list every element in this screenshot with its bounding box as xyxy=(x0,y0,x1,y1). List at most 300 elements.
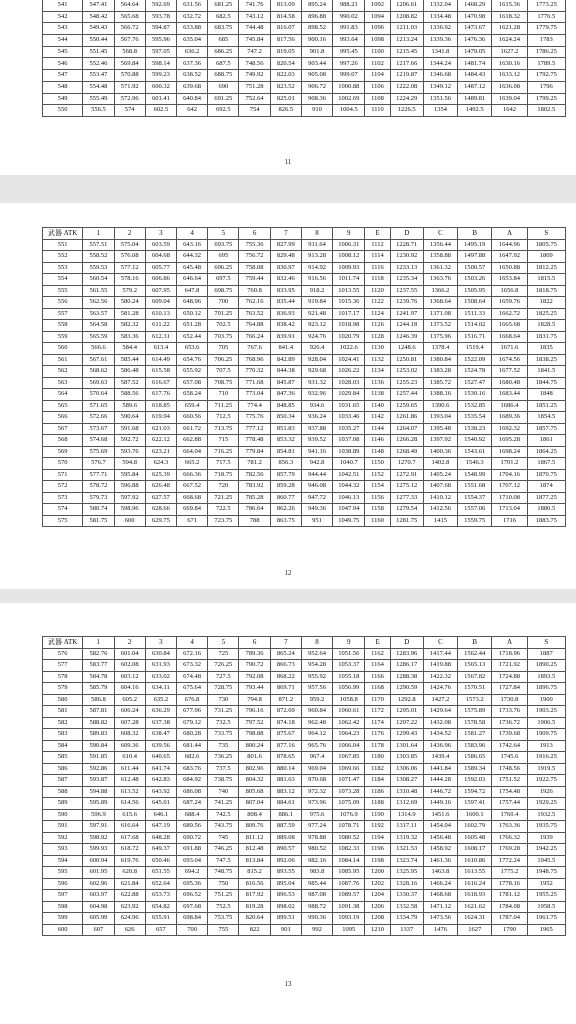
value-cell: 726.25 xyxy=(208,660,239,672)
value-cell: 654.76 xyxy=(177,354,208,366)
value-cell: 675.64 xyxy=(177,683,208,695)
value-cell: 1029.84 xyxy=(333,389,365,401)
value-cell: 1742.64 xyxy=(492,740,527,752)
value-cell: 1306.06 xyxy=(390,763,423,775)
value-cell: 640.65 xyxy=(145,752,176,764)
table-row xyxy=(43,878,566,890)
value-cell: 639.68 xyxy=(177,81,208,93)
value-cell: 1182 xyxy=(365,763,390,775)
value-cell: 804.32 xyxy=(239,775,270,787)
value-cell: 1011.74 xyxy=(333,274,365,286)
value-cell: 650.46 xyxy=(145,855,176,867)
value-cell: 816.56 xyxy=(239,878,270,890)
value-cell: 1040.7 xyxy=(333,458,365,470)
value-cell: 587.52 xyxy=(114,377,145,389)
value-cell: 566.6 xyxy=(83,343,114,355)
value-cell: 783.92 xyxy=(239,481,270,493)
value-cell: 1044.32 xyxy=(333,481,365,493)
value-cell: 698.75 xyxy=(208,285,239,297)
value-cell: 716.25 xyxy=(208,446,239,458)
value-cell: 1489.81 xyxy=(458,93,492,105)
value-cell: 573.67 xyxy=(83,423,114,435)
table-row xyxy=(43,274,566,286)
page-number: 13 xyxy=(284,980,292,988)
value-cell: 1505.95 xyxy=(458,285,492,297)
value-cell: 859.28 xyxy=(270,481,301,493)
value-cell: 1004.5 xyxy=(333,105,365,117)
value-cell: 1848 xyxy=(527,389,565,401)
value-cell: 1784.08 xyxy=(492,901,527,913)
value-cell: 580.74 xyxy=(83,504,114,516)
table-row xyxy=(43,648,566,660)
value-cell: 1877.25 xyxy=(527,492,565,504)
value-cell: 694.2 xyxy=(177,867,208,879)
value-cell: 1080.52 xyxy=(333,832,365,844)
table-row xyxy=(43,867,566,879)
value-cell: 785.28 xyxy=(239,492,270,504)
value-cell: 848.85 xyxy=(270,400,301,412)
value-cell: 651.55 xyxy=(145,867,176,879)
value-cell: 1033.46 xyxy=(333,412,365,424)
table-row xyxy=(43,35,566,47)
value-cell: 610.13 xyxy=(145,308,176,320)
value-cell: 1548.99 xyxy=(458,469,492,481)
value-cell: 1668.64 xyxy=(492,331,527,343)
value-cell: 1017.17 xyxy=(333,308,365,320)
value-cell: 829.48 xyxy=(270,251,301,263)
value-cell: 1226.5 xyxy=(390,105,423,117)
value-cell: 622.12 xyxy=(145,435,176,447)
value-cell: 603.59 xyxy=(145,239,176,251)
value-cell: 1272.91 xyxy=(390,469,423,481)
value-cell: 871.2 xyxy=(270,694,301,706)
value-cell: 1351.56 xyxy=(423,93,457,105)
value-cell: 1037.08 xyxy=(333,435,365,447)
value-cell: 1085.95 xyxy=(333,867,365,879)
value-cell: 1108 xyxy=(365,93,390,105)
value-cell: 857.79 xyxy=(270,469,301,481)
value-cell: 1870.75 xyxy=(527,469,565,481)
value-cell: 677.96 xyxy=(177,706,208,718)
value-cell: 1621.62 xyxy=(458,901,492,913)
value-cell: 607.95 xyxy=(145,285,176,297)
value-cell: 1128 xyxy=(365,331,390,343)
value-cell: 736.25 xyxy=(208,752,239,764)
value-cell: 1190 xyxy=(365,809,390,821)
level-cell: 552 xyxy=(43,251,83,263)
value-cell: 939.52 xyxy=(301,435,332,447)
value-cell: 838.42 xyxy=(270,320,301,332)
value-cell: 1721.92 xyxy=(492,660,527,672)
value-cell: 708.75 xyxy=(208,377,239,389)
value-cell: 766.24 xyxy=(239,331,270,343)
value-cell: 1627.2 xyxy=(492,46,527,58)
value-cell: 1112 xyxy=(365,239,390,251)
value-cell: 1880.5 xyxy=(527,504,565,516)
value-cell: 654.82 xyxy=(145,901,176,913)
value-cell: 1597.41 xyxy=(458,798,492,810)
level-cell: 543 xyxy=(43,23,83,35)
column-header: S xyxy=(527,228,565,240)
value-cell: 572.96 xyxy=(114,93,145,105)
table-row xyxy=(43,11,566,23)
value-cell: 680.28 xyxy=(177,729,208,741)
column-header: 武器 ATK xyxy=(43,637,83,649)
value-cell: 1371.08 xyxy=(423,308,457,320)
value-cell: 1783 xyxy=(527,35,565,47)
value-cell: 637.36 xyxy=(177,58,208,70)
value-cell: 1484.43 xyxy=(458,70,492,82)
value-cell: 812.48 xyxy=(239,844,270,856)
value-cell: 698.84 xyxy=(177,913,208,925)
value-cell: 682.6 xyxy=(177,752,208,764)
level-cell: 597 xyxy=(43,890,83,902)
value-cell: 842.89 xyxy=(270,354,301,366)
value-cell: 1046.13 xyxy=(333,492,365,504)
value-cell: 1192 xyxy=(365,821,390,833)
value-cell: 1835 xyxy=(527,343,565,355)
value-cell: 889.08 xyxy=(270,832,301,844)
value-cell: 1051.56 xyxy=(333,648,365,660)
value-cell: 635.2 xyxy=(145,694,176,706)
table-row xyxy=(43,423,566,435)
value-cell: 1233.13 xyxy=(390,262,423,274)
value-cell: 1586.65 xyxy=(458,752,492,764)
value-cell: 1519.4 xyxy=(458,343,492,355)
value-cell: 737.5 xyxy=(208,763,239,775)
table-row xyxy=(43,492,566,504)
value-cell: 1432.08 xyxy=(423,717,457,729)
value-cell: 617.76 xyxy=(145,389,176,401)
value-cell: 1775.2 xyxy=(492,867,527,879)
value-cell: 1748.56 xyxy=(492,763,527,775)
value-cell: 1325.95 xyxy=(390,867,423,879)
column-header: A xyxy=(492,637,527,649)
value-cell: 1473.56 xyxy=(423,913,457,925)
value-cell: 578.16 xyxy=(114,274,145,286)
value-cell: 1142 xyxy=(365,412,390,424)
column-header: 9 xyxy=(333,228,365,240)
value-cell: 1422.32 xyxy=(423,671,457,683)
value-cell: 660.56 xyxy=(177,412,208,424)
value-cell: 851.83 xyxy=(270,423,301,435)
value-cell: 619.76 xyxy=(114,855,145,867)
value-cell: 999.07 xyxy=(333,70,365,82)
value-cell: 1241.97 xyxy=(390,308,423,320)
value-cell: 1769.28 xyxy=(492,844,527,856)
value-cell: 594.8 xyxy=(114,458,145,470)
value-cell: 591.85 xyxy=(83,752,114,764)
value-cell: 1677.52 xyxy=(492,366,527,378)
value-cell: 1281.75 xyxy=(390,515,423,527)
value-cell: 727.5 xyxy=(208,671,239,683)
value-cell: 1760.4 xyxy=(492,809,527,821)
value-cell: 1600.1 xyxy=(458,809,492,821)
value-cell: 1164 xyxy=(365,660,390,672)
value-cell: 631.93 xyxy=(145,660,176,672)
level-cell: 578 xyxy=(43,671,83,683)
value-cell: 1248.6 xyxy=(390,343,423,355)
value-cell: 634.11 xyxy=(145,683,176,695)
value-cell: 1779.75 xyxy=(527,23,565,35)
value-cell: 1647.92 xyxy=(492,251,527,263)
value-cell: 865.24 xyxy=(270,648,301,660)
value-cell: 1222.08 xyxy=(390,81,423,93)
page-gap xyxy=(0,589,576,603)
value-cell: 862.26 xyxy=(270,504,301,516)
value-cell: 592.69 xyxy=(145,0,176,11)
value-cell: 893.55 xyxy=(270,867,301,879)
value-cell: 576.7 xyxy=(83,458,114,470)
value-cell: 642.83 xyxy=(145,775,176,787)
value-cell: 1887 xyxy=(527,648,565,660)
value-cell: 1349.12 xyxy=(423,81,457,93)
value-cell: 682.5 xyxy=(208,11,239,23)
value-cell: 1150 xyxy=(365,458,390,470)
value-cell: 600.32 xyxy=(145,81,176,93)
table-row xyxy=(43,752,566,764)
value-cell: 565.59 xyxy=(83,331,114,343)
value-cell: 1346.68 xyxy=(423,70,457,82)
level-cell: 588 xyxy=(43,786,83,798)
value-cell: 665.2 xyxy=(177,458,208,470)
value-cell: 896.53 xyxy=(270,890,301,902)
value-cell: 679.12 xyxy=(177,717,208,729)
value-cell: 554.48 xyxy=(83,81,114,93)
value-cell: 1148 xyxy=(365,446,390,458)
value-cell: 1955.25 xyxy=(527,890,565,902)
value-cell: 572.66 xyxy=(83,412,114,424)
value-cell: 648.96 xyxy=(177,297,208,309)
value-cell: 1198 xyxy=(365,855,390,867)
value-cell: 1417.44 xyxy=(423,648,457,660)
value-cell: 1375.96 xyxy=(423,331,457,343)
level-cell: 586 xyxy=(43,763,83,775)
value-cell: 1562.44 xyxy=(458,648,492,660)
value-cell: 1118 xyxy=(365,274,390,286)
level-cell: 582 xyxy=(43,717,83,729)
table-row xyxy=(43,660,566,672)
value-cell: 1618.93 xyxy=(458,890,492,902)
value-cell: 687.5 xyxy=(208,58,239,70)
value-cell: 702.5 xyxy=(208,320,239,332)
value-cell: 993.64 xyxy=(333,35,365,47)
value-cell: 644.32 xyxy=(177,251,208,263)
value-cell: 1006.31 xyxy=(333,239,365,251)
value-cell: 1402.8 xyxy=(423,458,457,470)
column-header: 7 xyxy=(270,637,301,649)
table-row xyxy=(43,504,566,516)
value-cell: 1047.94 xyxy=(333,504,365,516)
column-header: E xyxy=(365,637,390,649)
value-cell: 725 xyxy=(208,648,239,660)
value-cell: 563.57 xyxy=(83,308,114,320)
value-cell: 825.01 xyxy=(270,93,301,105)
level-cell: 557 xyxy=(43,308,83,320)
value-cell: 977.24 xyxy=(301,821,332,833)
value-cell: 1255.23 xyxy=(390,377,423,389)
value-cell: 589.83 xyxy=(83,729,114,741)
value-cell: 582.32 xyxy=(114,320,145,332)
value-cell: 1089.57 xyxy=(333,890,365,902)
value-cell: 822.03 xyxy=(270,70,301,82)
value-cell: 896.88 xyxy=(301,11,332,23)
value-cell: 781.2 xyxy=(239,458,270,470)
value-cell: 1104 xyxy=(365,70,390,82)
value-cell: 1610.86 xyxy=(458,855,492,867)
value-cell: 1674.56 xyxy=(492,354,527,366)
column-header: 4 xyxy=(177,637,208,649)
value-cell: 612.31 xyxy=(145,331,176,343)
level-cell: 564 xyxy=(43,389,83,401)
value-cell: 690.72 xyxy=(177,832,208,844)
value-cell: 1825.25 xyxy=(527,308,565,320)
value-cell: 635.04 xyxy=(177,35,208,47)
value-cell: 1361.32 xyxy=(423,262,457,274)
value-cell: 886.1 xyxy=(270,809,301,821)
level-cell: 545 xyxy=(43,46,83,58)
value-cell: 1330.37 xyxy=(390,890,423,902)
value-cell: 1965 xyxy=(527,924,565,936)
value-cell: 607 xyxy=(83,924,114,936)
value-cell: 1009.93 xyxy=(333,262,365,274)
column-header: A xyxy=(492,228,527,240)
level-cell: 548 xyxy=(43,81,83,93)
value-cell: 1707.12 xyxy=(492,481,527,493)
value-cell: 748.56 xyxy=(239,58,270,70)
value-cell: 877.16 xyxy=(270,740,301,752)
value-cell: 710 xyxy=(208,389,239,401)
value-cell: 598.14 xyxy=(145,58,176,70)
value-cell: 926.4 xyxy=(301,343,332,355)
value-cell: 1922.75 xyxy=(527,775,565,787)
value-cell: 1208.82 xyxy=(390,11,423,23)
value-cell: 740 xyxy=(208,786,239,798)
value-cell: 773.04 xyxy=(239,389,270,401)
value-cell: 822 xyxy=(239,924,270,936)
value-cell: 559.53 xyxy=(83,262,114,274)
value-cell: 752.5 xyxy=(208,901,239,913)
value-cell: 1903.25 xyxy=(527,706,565,718)
table-row xyxy=(43,331,566,343)
value-cell: 700 xyxy=(208,297,239,309)
value-cell: 622.88 xyxy=(114,890,145,902)
value-cell: 613.4 xyxy=(145,343,176,355)
value-cell: 1592.03 xyxy=(458,775,492,787)
value-cell: 608.32 xyxy=(114,729,145,741)
value-cell: 949.36 xyxy=(301,504,332,516)
column-header: 1 xyxy=(83,637,114,649)
value-cell: 1200 xyxy=(365,867,390,879)
value-cell: 713.75 xyxy=(208,423,239,435)
value-cell: 728.75 xyxy=(208,683,239,695)
value-cell: 1864.25 xyxy=(527,446,565,458)
column-header: S xyxy=(527,637,565,649)
column-header: D xyxy=(390,228,423,240)
value-cell: 792.08 xyxy=(239,671,270,683)
value-cell: 931.32 xyxy=(301,377,332,389)
value-cell: 1479.05 xyxy=(458,46,492,58)
value-cell: 1290.59 xyxy=(390,683,423,695)
value-cell: 1786.25 xyxy=(527,46,565,58)
value-cell: 1219.87 xyxy=(390,70,423,82)
value-cell: 611.44 xyxy=(114,763,145,775)
value-cell: 1084.14 xyxy=(333,855,365,867)
value-cell: 952.64 xyxy=(301,648,332,660)
value-cell: 957.56 xyxy=(301,683,332,695)
value-cell: 1772.24 xyxy=(492,855,527,867)
column-header: 5 xyxy=(208,228,239,240)
value-cell: 715 xyxy=(208,435,239,447)
level-cell: 598 xyxy=(43,901,83,913)
value-cell: 819.28 xyxy=(239,901,270,913)
value-cell: 1481.74 xyxy=(458,58,492,70)
value-cell: 819.05 xyxy=(270,46,301,58)
value-cell: 1319.32 xyxy=(390,832,423,844)
value-cell: 648.28 xyxy=(145,832,176,844)
value-cell: 942.8 xyxy=(301,458,332,470)
level-cell: 549 xyxy=(43,93,83,105)
value-cell: 1831.75 xyxy=(527,331,565,343)
level-cell: 556 xyxy=(43,297,83,309)
value-cell: 1492.5 xyxy=(458,105,492,117)
value-cell: 779.84 xyxy=(239,446,270,458)
value-cell: 1253.02 xyxy=(390,366,423,378)
value-cell: 1680.48 xyxy=(492,377,527,389)
value-cell: 1424.76 xyxy=(423,683,457,695)
value-cell: 593.78 xyxy=(145,11,176,23)
value-cell: 990.36 xyxy=(301,913,332,925)
value-cell: 617.68 xyxy=(114,832,145,844)
value-cell: 1332.04 xyxy=(423,0,457,11)
value-cell: 811.12 xyxy=(239,832,270,844)
value-cell: 1215.45 xyxy=(390,46,423,58)
value-cell: 636.29 xyxy=(145,706,176,718)
value-cell: 638.47 xyxy=(145,729,176,741)
value-cell: 1026.22 xyxy=(333,366,365,378)
level-cell: 541 xyxy=(43,0,83,11)
value-cell: 570.64 xyxy=(83,389,114,401)
level-cell: 560 xyxy=(43,343,83,355)
value-cell: 1789.5 xyxy=(527,58,565,70)
level-cell: 568 xyxy=(43,435,83,447)
value-cell: 673.32 xyxy=(177,660,208,672)
value-cell: 595.96 xyxy=(145,35,176,47)
level-cell: 559 xyxy=(43,331,83,343)
table-row xyxy=(43,924,566,936)
value-cell: 1378.4 xyxy=(423,343,457,355)
value-cell: 711.25 xyxy=(208,400,239,412)
value-cell: 1656.8 xyxy=(492,285,527,297)
value-cell: 1295.01 xyxy=(390,706,423,718)
value-cell: 1310.48 xyxy=(390,786,423,798)
column-header: C xyxy=(423,228,457,240)
value-cell: 1257.44 xyxy=(390,389,423,401)
value-cell: 604.68 xyxy=(145,251,176,263)
value-cell: 610.4 xyxy=(114,752,145,764)
table-row xyxy=(43,855,566,867)
value-cell: 652.44 xyxy=(177,331,208,343)
value-cell: 798.88 xyxy=(239,729,270,741)
value-cell: 649.37 xyxy=(145,844,176,856)
table-row xyxy=(43,683,566,695)
value-cell: 1630.16 xyxy=(492,58,527,70)
value-cell: 868.22 xyxy=(270,671,301,683)
value-cell: 1022.6 xyxy=(333,343,365,355)
value-cell: 1230.92 xyxy=(390,251,423,263)
value-cell: 1867.5 xyxy=(527,458,565,470)
page-number: 12 xyxy=(284,569,292,577)
